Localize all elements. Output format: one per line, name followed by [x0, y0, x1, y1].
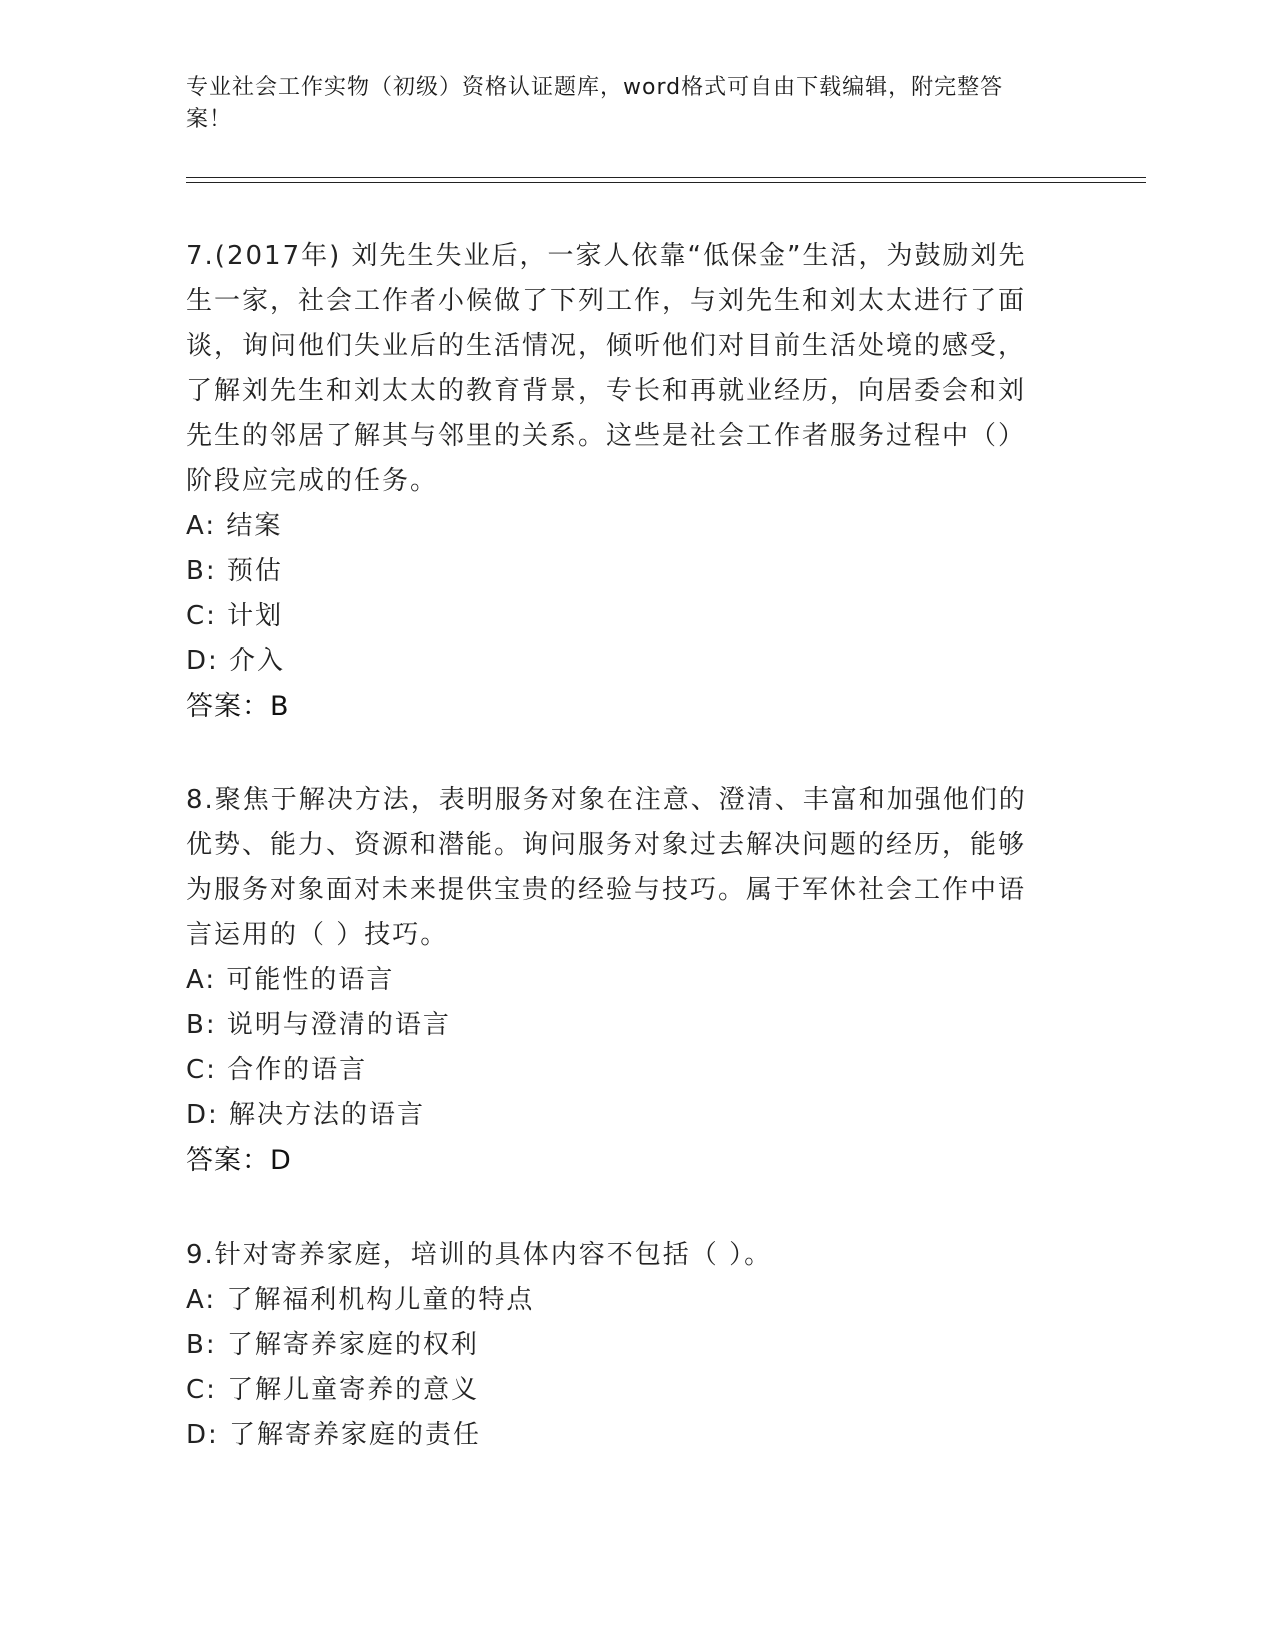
- answer-line: 答案：B: [186, 691, 290, 722]
- option-b: B: 预估: [186, 556, 283, 586]
- option-a: A: 了解福利机构儿童的特点: [186, 1285, 535, 1315]
- question-stem: [186, 1233, 1086, 1278]
- question-8: [186, 778, 1086, 1183]
- header-divider: [186, 177, 1146, 178]
- document-header: [186, 72, 1066, 136]
- stem-line: 先生的邻居了解其与邻里的关系。这些是社会工作者服务过程中（）: [186, 421, 1027, 451]
- option-b: B: 了解寄养家庭的权利: [186, 1330, 479, 1360]
- option-b: B: 说明与澄清的语言: [186, 1010, 451, 1040]
- header-line: 案！: [186, 107, 233, 132]
- option-d: D: 介入: [186, 646, 286, 676]
- option-a: A: 结案: [186, 511, 283, 541]
- option-d: D: 解决方法的语言: [186, 1100, 426, 1130]
- header-divider: [186, 182, 1146, 183]
- option-a: A: 可能性的语言: [186, 965, 395, 995]
- question-stem: [186, 234, 1086, 504]
- option-c: C: 计划: [186, 601, 284, 631]
- stem-line: 优势、能力、资源和潜能。询问服务对象过去解决问题的经历，能够: [186, 830, 1027, 860]
- stem-line: 了解刘先生和刘太太的教育背景，专长和再就业经历，向居委会和刘: [186, 376, 1027, 406]
- question-9: [186, 1233, 1086, 1458]
- stem-line: 生一家，社会工作者小候做了下列工作，与刘先生和刘太太进行了面: [186, 286, 1027, 316]
- stem-line: 7.(2017年) 刘先生失业后，一家人依靠“低保金”生活，为鼓励刘先: [186, 241, 1027, 271]
- stem-line: 言运用的（ ）技巧。: [186, 920, 449, 950]
- stem-line: 阶段应完成的任务。: [186, 466, 439, 496]
- answer-line: 答案：D: [186, 1145, 292, 1176]
- stem-line: 为服务对象面对未来提供宝贵的经验与技巧。属于军休社会工作中语: [186, 875, 1027, 905]
- stem-line: 谈，询问他们失业后的生活情况，倾听他们对目前生活处境的感受，: [186, 331, 1027, 361]
- stem-line: 9.针对寄养家庭，培训的具体内容不包括（ ）。: [186, 1240, 773, 1270]
- question-stem: [186, 778, 1086, 958]
- question-7: [186, 234, 1086, 729]
- option-c: C: 合作的语言: [186, 1055, 368, 1085]
- header-line: 专业社会工作实物（初级）资格认证题库，word格式可自由下载编辑，附完整答: [186, 75, 1004, 100]
- option-c: C: 了解儿童寄养的意义: [186, 1375, 480, 1405]
- stem-line: 8.聚焦于解决方法，表明服务对象在注意、澄清、丰富和加强他们的: [186, 785, 1027, 815]
- option-d: D: 了解寄养家庭的责任: [186, 1420, 482, 1450]
